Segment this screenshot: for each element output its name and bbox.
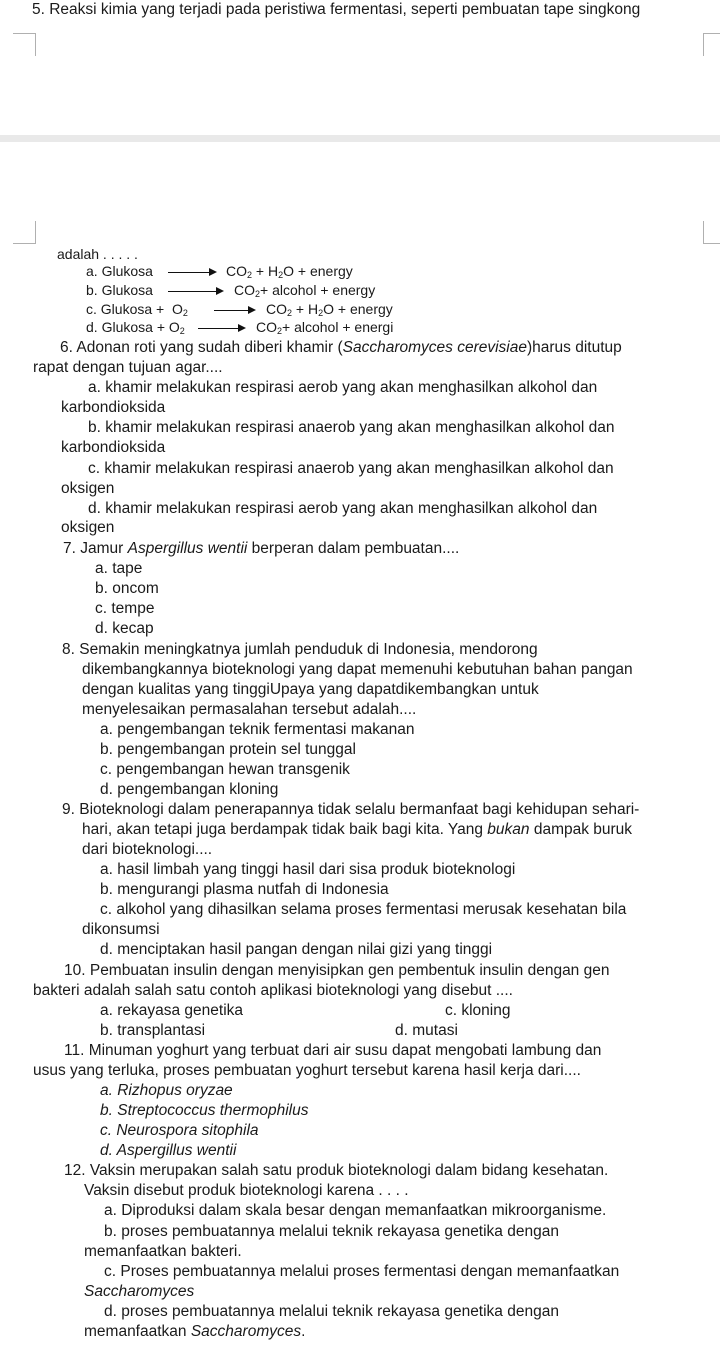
reaction-arrow-icon [168, 291, 222, 292]
q7-option-c: c. tempe [95, 600, 155, 617]
q8-option-b: b. pengembangan protein sel tunggal [100, 741, 356, 758]
q11-option-b: b. Streptococcus thermophilus [100, 1102, 309, 1119]
q9-option-b: b. mengurangi plasma nutfah di Indonesia [100, 881, 389, 898]
page-top [0, 0, 720, 135]
q12-option-c-cont: Saccharomyces [84, 1283, 195, 1300]
q6-option-b: b. khamir melakukan respirasi anaerob yang akan menghasilkan alkohol dan [88, 419, 615, 436]
q9-option-d: d. menciptakan hasil pangan dengan nilai gizi yang tinggi [100, 941, 493, 958]
q8-option-c: c. pengembangan hewan transgenik [100, 761, 350, 778]
margin-corner-mark [703, 221, 720, 244]
q10-option-c: c. kloning [445, 1002, 511, 1019]
q12-option-a: a. Diproduksi dalam skala besar dengan memanfaatkan mikroorganisme. [104, 1202, 607, 1219]
q12-option-c: c. Proses pembuatannya melalui proses fermentasi dengan memanfaatkan [104, 1263, 620, 1280]
margin-corner-mark [13, 221, 36, 244]
margin-corner-mark [703, 33, 720, 56]
q5-option-a: a. Glukosa [86, 263, 153, 279]
q8-option-d: d. pengembangan kloning [100, 781, 279, 798]
q9-stem-cont: hari, akan tetapi juga berdampak tidak baik bagi kita. Yang bukan dampak buruk [82, 821, 633, 838]
q5-option-a-product: $CO_2 + H_2O$ + energy [226, 263, 353, 280]
q12-option-b-cont: memanfaatkan bakteri. [84, 1243, 242, 1260]
q12-option-d-cont: memanfaatkan Saccharomyces. [84, 1323, 306, 1340]
q6-option-c: c. khamir melakukan respirasi anaerob yang akan menghasilkan alkohol dan [88, 460, 614, 477]
q9-option-a: a. hasil limbah yang tinggi hasil dari sisa produk bioteknologi [100, 861, 516, 878]
q10-stem: 10. Pembuatan insulin dengan menyisipkan gen pembentuk insulin dengan gen [64, 962, 610, 979]
q7-option-a: a. tape [95, 560, 143, 577]
reaction-arrow-icon [198, 328, 244, 329]
q8-stem-cont: dikembangkannya bioteknologi yang dapat memenuhi kebutuhan bahan pangan [82, 661, 633, 678]
reaction-arrow-icon [214, 310, 254, 311]
reaction-arrow-icon [168, 272, 215, 273]
q5-option-c: c. Glukosa + $O_2$ [86, 301, 188, 318]
q6-option-d: d. khamir melakukan respirasi aerob yang akan menghasilkan alkohol dan [88, 500, 598, 517]
q8-stem-cont: menyelesaikan permasalahan tersebut adalah.... [82, 701, 417, 718]
q10-option-b: b. transplantasi [100, 1022, 206, 1039]
q5-stem-cont: adalah . . . . . [57, 246, 138, 262]
q11-stem: 11. Minuman yoghurt yang terbuat dari air susu dapat mengobati lambung dan [64, 1042, 602, 1059]
q6-stem-cont: rapat dengan tujuan agar.... [33, 359, 223, 376]
q5-option-d: d. Glukosa + $O_2$ [86, 319, 185, 336]
q8-stem: 8. Semakin meningkatnya jumlah penduduk di Indonesia, mendorong [62, 641, 538, 658]
q11-option-d: d. Aspergillus wentii [100, 1142, 237, 1159]
q5-option-c-product: $CO_2 + H_2O$ + energy [266, 301, 393, 318]
q6-option-b-cont: karbondioksida [61, 439, 166, 456]
q12-stem: 12. Vaksin merupakan salah satu produk bioteknologi dalam bidang kesehatan. [64, 1162, 609, 1179]
q7-option-d: d. kecap [95, 620, 154, 637]
q6-option-c-cont: oksigen [61, 480, 115, 497]
q8-stem-cont: dengan kualitas yang tinggiUpaya yang dapatdikembangkan untuk [82, 681, 539, 698]
q7-stem: 7. Jamur Aspergillus wentii berperan dalam pembuatan.... [63, 540, 460, 557]
q7-option-b: b. oncom [95, 580, 159, 597]
margin-corner-mark [13, 33, 36, 56]
q9-option-c-cont: dikonsumsi [82, 921, 160, 938]
q9-option-c: c. alkohol yang dihasilkan selama proses fermentasi merusak kesehatan bila [100, 901, 627, 918]
q9-stem: 9. Bioteknologi dalam penerapannya tidak selalu bermanfaat bagi kehidupan sehari- [62, 801, 640, 818]
page-gap [0, 135, 720, 142]
q6-option-d-cont: oksigen [61, 519, 115, 536]
q12-stem-cont: Vaksin disebut produk bioteknologi karena . . . . [84, 1182, 409, 1199]
q5-option-d-product: $CO_2+$ alcohol + energi [256, 319, 394, 336]
q11-option-a: a. Rizhopus oryzae [100, 1082, 233, 1099]
q12-option-d: d. proses pembuatannya melalui teknik rekayasa genetika dengan [104, 1303, 559, 1320]
q11-stem-cont: usus yang terluka, proses pembuatan yoghurt tersebut karena hasil kerja dari.... [33, 1062, 581, 1079]
q5-stem: 5. Reaksi kimia yang terjadi pada peristiwa fermentasi, seperti pembuatan tape singkong [32, 1, 641, 18]
q9-stem-cont: dari bioteknologi.... [82, 841, 213, 858]
q5-option-b-product: $CO_2+$ alcohol + energy [234, 282, 376, 299]
q6-option-a-cont: karbondioksida [61, 399, 166, 416]
q6-stem: 6. Adonan roti yang sudah diberi khamir (Saccharomyces cerevisiae)harus ditutup [60, 339, 622, 356]
q5-option-b: b. Glukosa [86, 282, 153, 298]
q10-option-a: a. rekayasa genetika [100, 1002, 244, 1019]
q8-option-a: a. pengembangan teknik fermentasi makanan [100, 721, 415, 738]
q12-option-b: b. proses pembuatannya melalui teknik rekayasa genetika dengan [104, 1223, 559, 1240]
q10-stem-cont: bakteri adalah salah satu contoh aplikasi bioteknologi yang disebut .... [33, 982, 513, 999]
q10-option-d: d. mutasi [395, 1022, 458, 1039]
q6-option-a: a. khamir melakukan respirasi aerob yang akan menghasilkan alkohol dan [88, 379, 598, 396]
q11-option-c: c. Neurospora sitophila [100, 1122, 259, 1139]
